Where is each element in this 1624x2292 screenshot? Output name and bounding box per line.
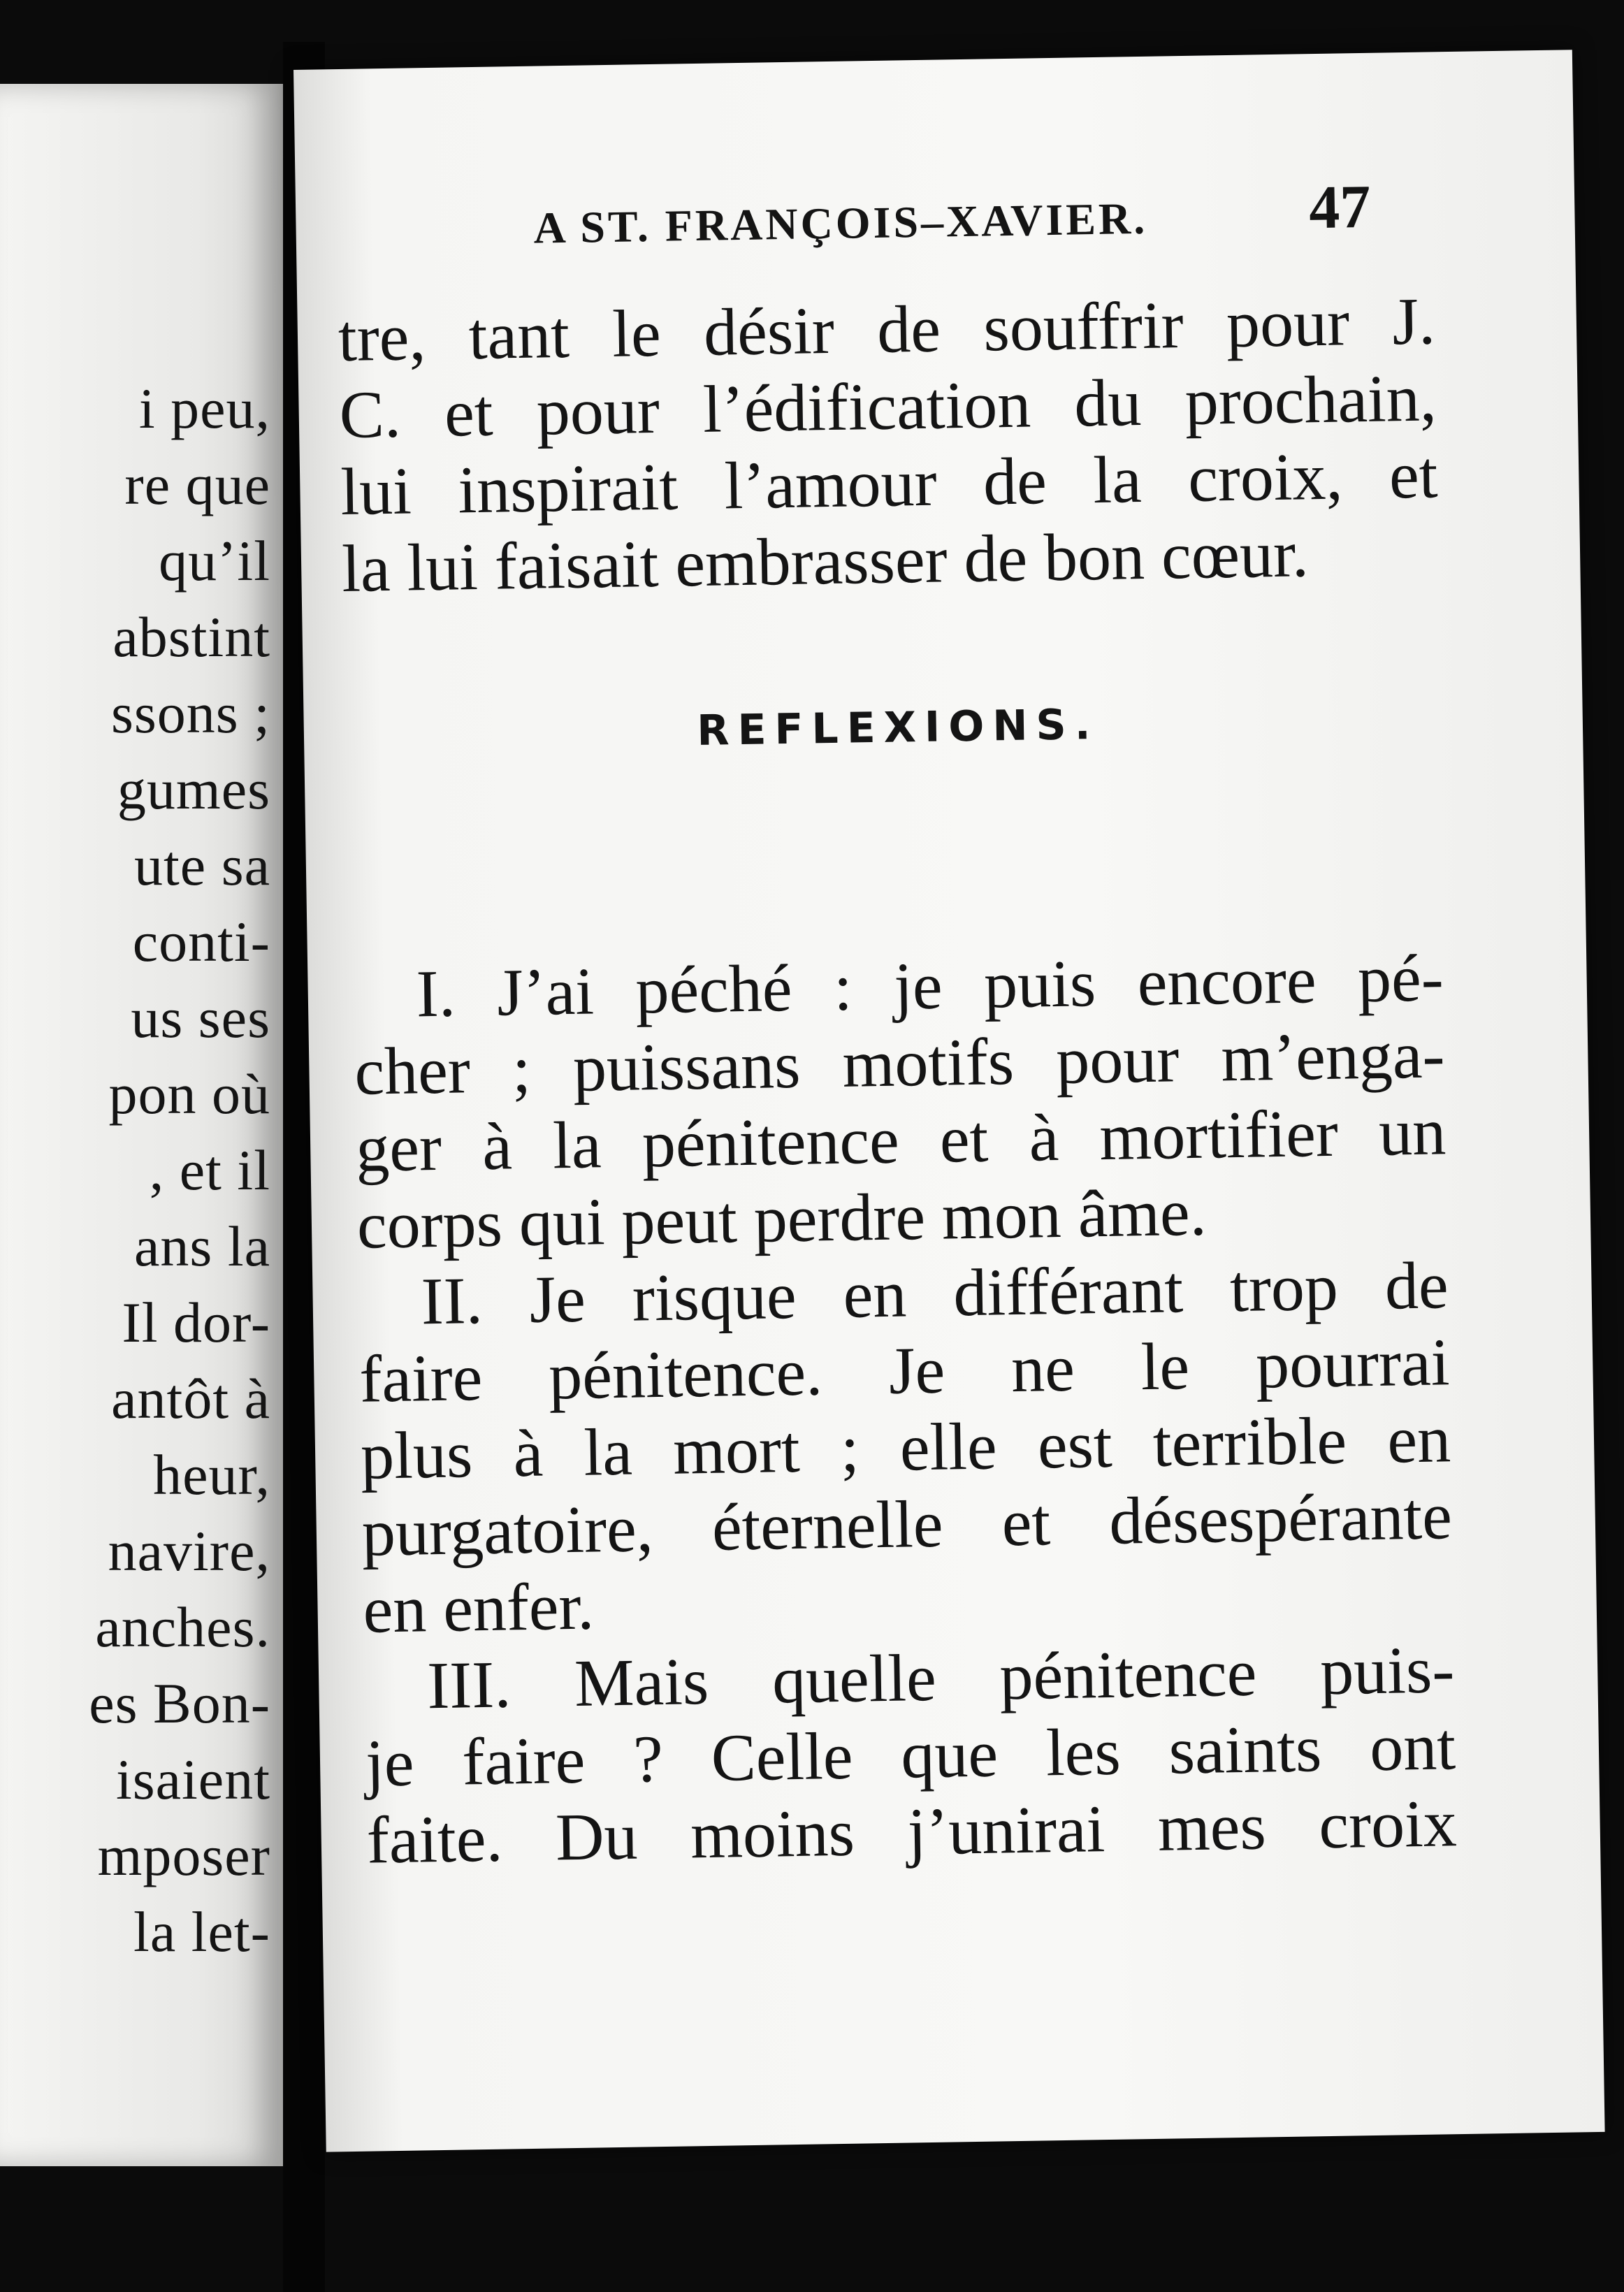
left-line: i peu,	[138, 377, 270, 440]
page-number: 47	[1308, 173, 1372, 242]
text-line: C. et pour l’édification du prochain,	[338, 360, 1437, 453]
text-line: faire pénitence. Je ne le pourrai	[358, 1324, 1451, 1416]
intro-paragraph	[338, 282, 1440, 607]
left-line: gumes	[117, 757, 270, 821]
text-line: I. J’ai péché : je puis encore pé-	[415, 940, 1444, 1031]
text-line: purgatoire, éternelle et désespérante	[361, 1478, 1453, 1570]
left-line: ssons ;	[110, 681, 270, 745]
left-line: conti-	[132, 910, 270, 973]
left-line: re que	[124, 453, 270, 516]
text-line: en enfer.	[362, 1568, 595, 1647]
reflexions-text	[353, 939, 1458, 1878]
left-line: qu’il	[159, 529, 270, 593]
left-line: , et il	[149, 1138, 270, 1202]
left-line: anches.	[95, 1595, 270, 1659]
left-line: es Bon-	[89, 1671, 270, 1735]
left-line: navire,	[108, 1519, 270, 1583]
text-line: cher ; puissans motifs pour m’enga-	[354, 1017, 1446, 1109]
text-line: ger à la pénitence et à mortifier un	[355, 1094, 1447, 1186]
text-line: plus à la mort ; elle est terrible en	[360, 1401, 1451, 1493]
left-line: us ses	[131, 986, 270, 1050]
text-line: lui inspirait l’amour de la croix, et	[340, 437, 1439, 530]
text-line: tre, tant le désir de souffrir pour J.	[338, 283, 1436, 376]
left-line: heur,	[153, 1443, 270, 1507]
left-line: ans la	[134, 1214, 270, 1278]
left-line: pon où	[108, 1062, 270, 1126]
right-page	[293, 50, 1605, 2152]
text-line: corps qui peut perdre mon âme.	[356, 1174, 1208, 1263]
left-line: ute sa	[134, 834, 270, 897]
left-line: Il dor-	[122, 1291, 270, 1354]
text-line: faite. Du moins j’unirai mes croix	[365, 1785, 1458, 1878]
left-line: isaient	[115, 1748, 270, 1811]
text-line: II. Je risque en différant trop de	[420, 1247, 1449, 1339]
left-line: mposer	[97, 1824, 270, 1887]
text-line: je faire ? Celle que les saints ont	[365, 1709, 1456, 1801]
left-line: abstint	[113, 605, 270, 669]
running-head: A ST. FRANÇOIS–XAVIER.	[533, 193, 1148, 253]
text-line: la lui faisait embrasser de bon cœur.	[341, 516, 1310, 606]
text-line: III. Mais quelle pénitence puis-	[426, 1632, 1455, 1723]
left-page-text	[89, 370, 270, 1970]
left-line: la let-	[133, 1900, 270, 1964]
section-heading: REFLEXIONS.	[696, 700, 1100, 756]
left-page	[0, 84, 283, 2166]
left-line: antôt à	[111, 1367, 270, 1430]
